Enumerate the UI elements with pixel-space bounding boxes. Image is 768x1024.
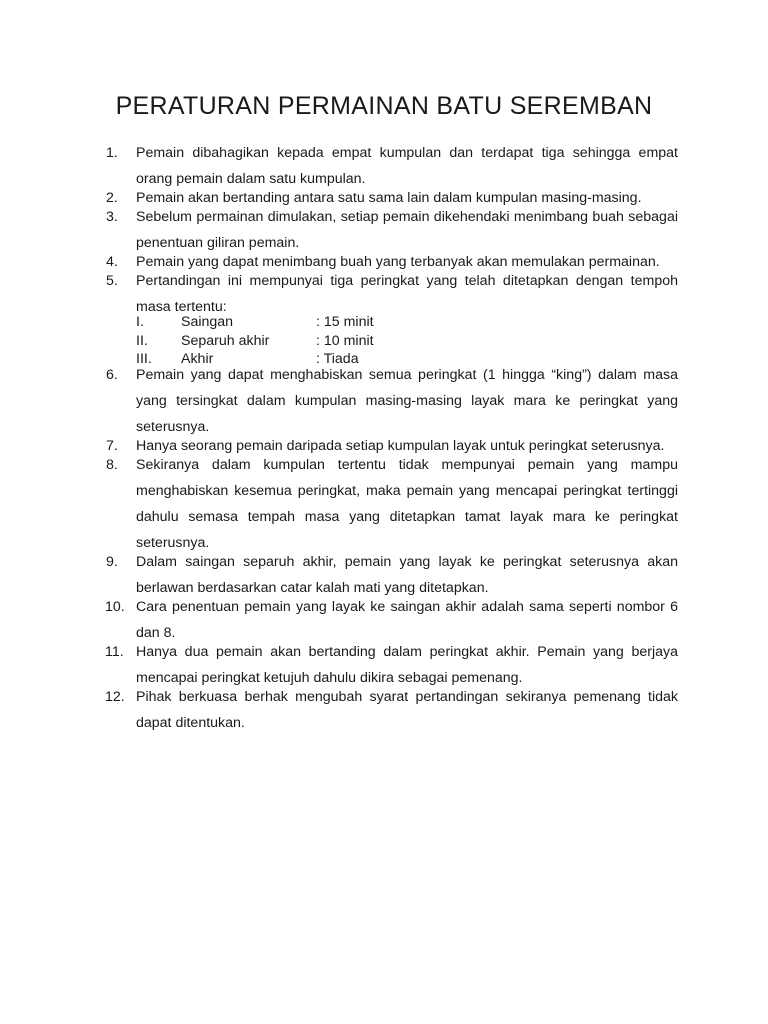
rule-number: 12. (105, 688, 125, 705)
document-title: PERATURAN PERMAINAN BATU SEREMBAN (115, 92, 653, 120)
rules-list (106, 140, 678, 729)
stage-number: I. (136, 314, 144, 330)
rule-item-12 (106, 684, 678, 736)
rule-number: 2. (106, 190, 118, 206)
rule-number: 11. (105, 643, 124, 660)
rule-number: 10. (105, 598, 125, 615)
rule-number: 5. (106, 273, 118, 289)
stage-label: Akhir (181, 351, 214, 367)
rule-text: Pemain akan bertanding antara satu sama lain dalam kumpulan masing-masing. (136, 190, 642, 206)
stage-duration: : 10 minit (316, 332, 374, 349)
stage-label: Saingan (181, 314, 234, 330)
rule-text: Cara penentuan pemain yang layak ke saingan akhir adalah sama seperti nombor 6 dan 8. (136, 598, 678, 641)
stage-label: Separuh akhir (181, 332, 270, 349)
rule-text: Pemain dibahagikan kepada empat kumpulan dan terdapat tiga sehingga empat orang pemain dalam satu kumpulan. (136, 145, 678, 187)
rule-item-8 (106, 452, 678, 556)
rule-text: Sebelum permainan dimulakan, setiap pemain dikehendaki menimbang buah sebagai penentuan giliran pemain. (136, 209, 678, 251)
rule-item-6 (106, 362, 678, 440)
rule-number: 4. (106, 254, 118, 270)
stage-number: II. (136, 332, 148, 349)
stage-duration: : Tiada (316, 351, 359, 367)
rule-number: 7. (106, 437, 118, 454)
rule-text: Hanya dua pemain akan bertanding dalam peringkat akhir. Pemain yang berjaya mencapai peringkat ketujuh dahulu dikira sebagai pemenang. (136, 643, 678, 686)
rule-text: Pihak berkuasa berhak mengubah syarat pertandingan sekiranya pemenang tidak dapat ditentukan. (136, 688, 678, 731)
rule-text: Pemain yang dapat menimbang buah yang terbanyak akan memulakan permainan. (136, 254, 660, 270)
rule-number: 3. (106, 209, 118, 225)
rule-item-5 (106, 268, 678, 369)
rule-text: Pertandingan ini mempunyai tiga peringkat yang telah ditetapkan dengan tempoh masa tertentu: (136, 273, 678, 315)
rule-number: 1. (106, 145, 118, 161)
stage-item-separuh-akhir (136, 332, 678, 351)
rule-number: 8. (106, 456, 118, 473)
stage-list (136, 313, 678, 369)
stage-duration: : 15 minit (316, 314, 374, 330)
rule-number: 6. (106, 366, 118, 383)
rule-text: Dalam saingan separuh akhir, pemain yang layak ke peringkat seterusnya akan berlawan berdasarkan catar kalah mati yang ditetapkan. (136, 553, 678, 596)
rule-text: Pemain yang dapat menghabiskan semua peringkat (1 hingga “king”) dalam masa yang tersingkat dalam kumpulan masing-masing layak mara ke peringkat yang seterusnya. (136, 366, 678, 435)
rule-text: Sekiranya dalam kumpulan tertentu tidak mempunyai pemain yang mampu menghabiskan kesemua peringkat, maka pemain yang mencapai peringkat tertinggi dahulu semasa tempah masa yang ditetapkan tamat layak mara ke peringkat seterusnya. (136, 456, 678, 551)
rule-text: Hanya seorang pemain daripada setiap kumpulan layak untuk peringkat seterusnya. (136, 437, 665, 454)
stage-item-saingan (136, 313, 678, 332)
stage-number: III. (136, 351, 152, 367)
rule-number: 9. (106, 553, 118, 570)
